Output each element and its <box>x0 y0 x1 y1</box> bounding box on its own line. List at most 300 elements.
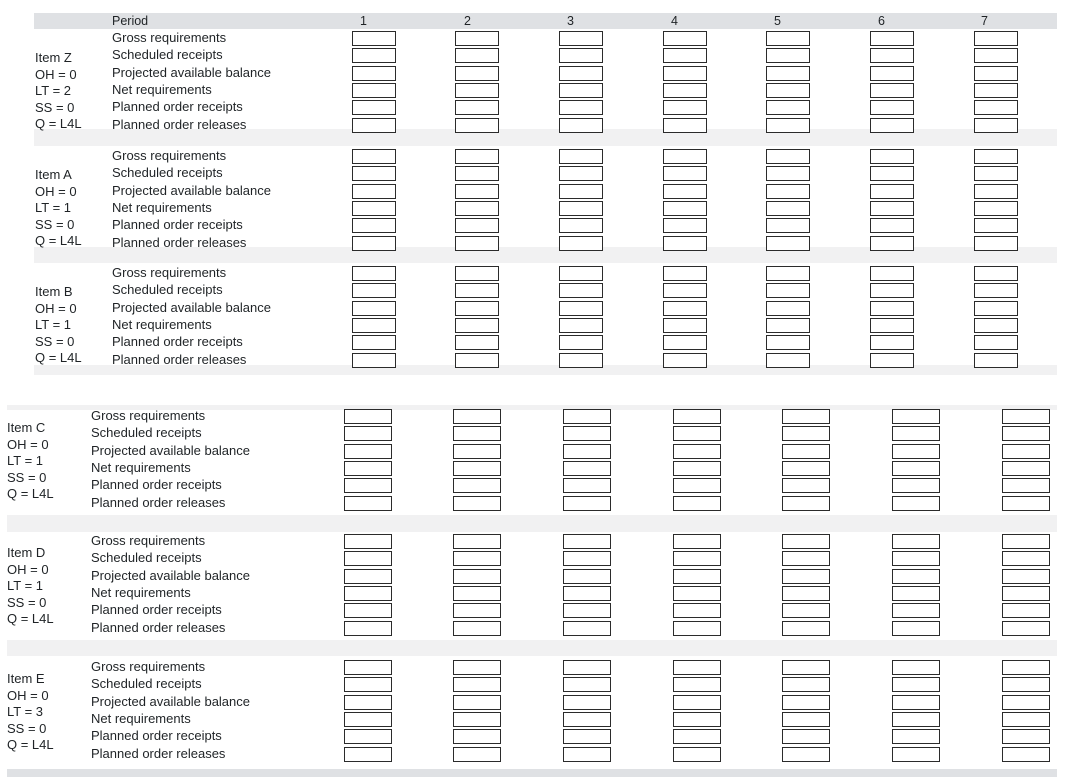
answer-input-cell[interactable] <box>455 149 499 164</box>
answer-input-cell[interactable] <box>892 426 940 441</box>
answer-input-cell[interactable] <box>782 551 830 566</box>
section-divider <box>7 769 1057 777</box>
answer-input-cell[interactable] <box>455 184 499 199</box>
answer-input-cell[interactable] <box>559 353 603 368</box>
answer-input-cell[interactable] <box>352 218 396 233</box>
answer-input-cell[interactable] <box>1002 729 1050 744</box>
answer-input-cell[interactable] <box>563 551 611 566</box>
answer-input-cell[interactable] <box>352 236 396 251</box>
item-param-lt: LT = 1 <box>35 317 72 332</box>
item-param-oh: OH = 0 <box>7 687 49 703</box>
answer-input-cell[interactable] <box>455 236 499 251</box>
answer-input-cell[interactable] <box>455 218 499 233</box>
answer-input-cell[interactable] <box>563 695 611 710</box>
answer-input-cell[interactable] <box>673 478 721 493</box>
answer-input-cell[interactable] <box>782 729 830 744</box>
answer-input-cell[interactable] <box>455 266 499 281</box>
answer-input-cell[interactable] <box>344 496 392 511</box>
answer-input-cell[interactable] <box>870 48 914 63</box>
answer-input-cell[interactable] <box>663 118 707 133</box>
answer-input-cell[interactable] <box>344 747 392 762</box>
answer-input-cell[interactable] <box>1002 586 1050 601</box>
answer-input-cell[interactable] <box>673 426 721 441</box>
item-name: Item E <box>7 671 45 686</box>
item-param-oh: OH = 0 <box>35 66 77 82</box>
item-param-lt: LT = 1 <box>7 578 44 593</box>
answer-input-cell[interactable] <box>1002 426 1050 441</box>
answer-input-cell[interactable] <box>766 66 810 81</box>
answer-input-cell[interactable] <box>559 149 603 164</box>
answer-input-cell[interactable] <box>559 218 603 233</box>
answer-input-cell[interactable] <box>563 712 611 727</box>
answer-input-cell[interactable] <box>563 534 611 549</box>
answer-input-cell[interactable] <box>782 747 830 762</box>
answer-input-cell[interactable] <box>1002 747 1050 762</box>
answer-input-cell[interactable] <box>663 149 707 164</box>
answer-input-cell[interactable] <box>344 729 392 744</box>
row-label: Planned order releases <box>112 234 247 250</box>
answer-input-cell[interactable] <box>453 712 501 727</box>
row-label: Scheduled receipts <box>91 676 202 692</box>
answer-input-cell[interactable] <box>974 266 1018 281</box>
answer-input-cell[interactable] <box>455 100 499 115</box>
answer-input-cell[interactable] <box>453 603 501 618</box>
answer-input-cell[interactable] <box>870 266 914 281</box>
answer-input-cell[interactable] <box>782 461 830 476</box>
answer-input-cell[interactable] <box>766 166 810 181</box>
answer-input-cell[interactable] <box>974 184 1018 199</box>
answer-input-cell[interactable] <box>455 283 499 298</box>
answer-input-cell[interactable] <box>663 218 707 233</box>
row-label: Gross requirements <box>112 30 227 45</box>
answer-input-cell[interactable] <box>766 100 810 115</box>
answer-input-cell[interactable] <box>974 335 1018 350</box>
answer-input-cell[interactable] <box>453 444 501 459</box>
answer-input-cell[interactable] <box>1002 461 1050 476</box>
answer-input-cell[interactable] <box>559 283 603 298</box>
answer-input-cell[interactable] <box>453 534 501 549</box>
answer-input-cell[interactable] <box>352 149 396 164</box>
answer-input-cell[interactable] <box>453 478 501 493</box>
answer-input-cell[interactable] <box>455 118 499 133</box>
answer-input-cell[interactable] <box>892 444 940 459</box>
answer-input-cell[interactable] <box>563 677 611 692</box>
answer-input-cell[interactable] <box>344 478 392 493</box>
answer-input-cell[interactable] <box>344 621 392 636</box>
row-label: Planned order receipts <box>112 334 243 350</box>
answer-input-cell[interactable] <box>352 118 396 133</box>
answer-input-cell[interactable] <box>453 461 501 476</box>
row-label: Scheduled receipts <box>112 165 223 181</box>
answer-input-cell[interactable] <box>673 551 721 566</box>
answer-input-cell[interactable] <box>892 729 940 744</box>
answer-input-cell[interactable] <box>344 695 392 710</box>
answer-input-cell[interactable] <box>673 603 721 618</box>
answer-input-cell[interactable] <box>455 166 499 181</box>
answer-input-cell[interactable] <box>673 747 721 762</box>
answer-input-cell[interactable] <box>344 534 392 549</box>
answer-input-cell[interactable] <box>974 166 1018 181</box>
answer-input-cell[interactable] <box>766 353 810 368</box>
answer-input-cell[interactable] <box>892 695 940 710</box>
answer-input-cell[interactable] <box>663 283 707 298</box>
answer-input-cell[interactable] <box>766 283 810 298</box>
answer-input-cell[interactable] <box>563 603 611 618</box>
answer-input-cell[interactable] <box>974 149 1018 164</box>
answer-input-cell[interactable] <box>766 184 810 199</box>
answer-input-cell[interactable] <box>673 712 721 727</box>
row-label: Gross requirements <box>91 659 206 674</box>
answer-input-cell[interactable] <box>673 695 721 710</box>
answer-input-cell[interactable] <box>453 426 501 441</box>
row-label: Planned order releases <box>91 619 226 635</box>
answer-input-cell[interactable] <box>892 461 940 476</box>
answer-input-cell[interactable] <box>870 318 914 333</box>
answer-input-cell[interactable] <box>766 83 810 98</box>
row-label: Gross requirements <box>91 408 206 423</box>
answer-input-cell[interactable] <box>453 621 501 636</box>
answer-input-cell[interactable] <box>453 409 501 424</box>
answer-input-cell[interactable] <box>559 236 603 251</box>
answer-input-cell[interactable] <box>344 660 392 675</box>
answer-input-cell[interactable] <box>663 48 707 63</box>
answer-input-cell[interactable] <box>563 660 611 675</box>
answer-input-cell[interactable] <box>766 31 810 46</box>
answer-input-cell[interactable] <box>663 335 707 350</box>
row-label: Net requirements <box>91 459 191 475</box>
answer-input-cell[interactable] <box>870 184 914 199</box>
answer-input-cell[interactable] <box>663 266 707 281</box>
answer-input-cell[interactable] <box>870 118 914 133</box>
answer-input-cell[interactable] <box>352 318 396 333</box>
row-label: Projected available balance <box>91 567 250 583</box>
answer-input-cell[interactable] <box>563 461 611 476</box>
answer-input-cell[interactable] <box>673 660 721 675</box>
answer-input-cell[interactable] <box>870 66 914 81</box>
answer-input-cell[interactable] <box>352 353 396 368</box>
answer-input-cell[interactable] <box>1002 496 1050 511</box>
answer-input-cell[interactable] <box>663 100 707 115</box>
row-label: Planned order receipts <box>112 99 243 115</box>
answer-input-cell[interactable] <box>782 677 830 692</box>
answer-input-cell[interactable] <box>782 621 830 636</box>
answer-input-cell[interactable] <box>782 409 830 424</box>
answer-input-cell[interactable] <box>663 201 707 216</box>
answer-input-cell[interactable] <box>352 335 396 350</box>
answer-input-cell[interactable] <box>344 551 392 566</box>
answer-input-cell[interactable] <box>1002 695 1050 710</box>
answer-input-cell[interactable] <box>453 677 501 692</box>
item-param-q: Q = L4L <box>35 350 82 365</box>
answer-input-cell[interactable] <box>352 48 396 63</box>
answer-input-cell[interactable] <box>1002 660 1050 675</box>
item-parameters <box>35 167 82 250</box>
answer-input-cell[interactable] <box>870 201 914 216</box>
answer-input-cell[interactable] <box>455 301 499 316</box>
answer-input-cell[interactable] <box>563 586 611 601</box>
period-3: 3 <box>567 14 574 28</box>
answer-input-cell[interactable] <box>559 100 603 115</box>
answer-input-cell[interactable] <box>453 551 501 566</box>
row-label: Planned order receipts <box>112 217 243 233</box>
answer-input-cell[interactable] <box>352 66 396 81</box>
answer-input-cell[interactable] <box>892 478 940 493</box>
answer-input-cell[interactable] <box>559 301 603 316</box>
answer-input-cell[interactable] <box>1002 603 1050 618</box>
answer-input-cell[interactable] <box>974 301 1018 316</box>
answer-input-cell[interactable] <box>974 236 1018 251</box>
answer-input-cell[interactable] <box>766 218 810 233</box>
answer-input-cell[interactable] <box>892 712 940 727</box>
answer-input-cell[interactable] <box>766 318 810 333</box>
row-label: Net requirements <box>91 584 191 600</box>
item-name: Item C <box>7 420 46 435</box>
answer-input-cell[interactable] <box>782 496 830 511</box>
row-label: Planned order releases <box>91 494 226 510</box>
answer-input-cell[interactable] <box>673 461 721 476</box>
answer-input-cell[interactable] <box>455 318 499 333</box>
row-label: Net requirements <box>91 710 191 726</box>
answer-input-cell[interactable] <box>563 444 611 459</box>
answer-input-cell[interactable] <box>782 586 830 601</box>
answer-input-cell[interactable] <box>782 660 830 675</box>
answer-input-cell[interactable] <box>453 660 501 675</box>
answer-input-cell[interactable] <box>559 201 603 216</box>
answer-input-cell[interactable] <box>563 426 611 441</box>
answer-input-cell[interactable] <box>453 747 501 762</box>
answer-input-cell[interactable] <box>559 118 603 133</box>
answer-input-cell[interactable] <box>344 444 392 459</box>
answer-input-cell[interactable] <box>782 695 830 710</box>
answer-input-cell[interactable] <box>453 729 501 744</box>
answer-input-cell[interactable] <box>453 569 501 584</box>
answer-input-cell[interactable] <box>563 496 611 511</box>
answer-input-cell[interactable] <box>344 461 392 476</box>
answer-input-cell[interactable] <box>892 621 940 636</box>
answer-input-cell[interactable] <box>673 729 721 744</box>
answer-input-cell[interactable] <box>559 66 603 81</box>
row-label: Projected available balance <box>91 442 250 458</box>
answer-input-cell[interactable] <box>663 184 707 199</box>
answer-input-cell[interactable] <box>352 166 396 181</box>
answer-input-cell[interactable] <box>892 496 940 511</box>
answer-input-cell[interactable] <box>563 409 611 424</box>
answer-input-cell[interactable] <box>352 83 396 98</box>
answer-input-cell[interactable] <box>782 569 830 584</box>
answer-input-cell[interactable] <box>1002 712 1050 727</box>
answer-input-cell[interactable] <box>352 201 396 216</box>
answer-input-cell[interactable] <box>974 118 1018 133</box>
answer-input-cell[interactable] <box>563 729 611 744</box>
answer-input-cell[interactable] <box>559 266 603 281</box>
answer-input-cell[interactable] <box>1002 409 1050 424</box>
answer-input-cell[interactable] <box>673 444 721 459</box>
answer-input-cell[interactable] <box>1002 621 1050 636</box>
answer-input-cell[interactable] <box>892 586 940 601</box>
answer-input-cell[interactable] <box>870 149 914 164</box>
row-label: Planned order releases <box>91 745 226 761</box>
answer-input-cell[interactable] <box>344 586 392 601</box>
answer-input-cell[interactable] <box>673 496 721 511</box>
answer-input-cell[interactable] <box>455 353 499 368</box>
answer-input-cell[interactable] <box>559 335 603 350</box>
answer-input-cell[interactable] <box>344 712 392 727</box>
answer-input-cell[interactable] <box>766 118 810 133</box>
answer-input-cell[interactable] <box>974 353 1018 368</box>
item-param-ss: SS = 0 <box>35 99 75 115</box>
row-label: Gross requirements <box>112 148 227 163</box>
answer-input-cell[interactable] <box>663 31 707 46</box>
answer-input-cell[interactable] <box>892 677 940 692</box>
answer-input-cell[interactable] <box>455 66 499 81</box>
answer-input-cell[interactable] <box>344 426 392 441</box>
answer-input-cell[interactable] <box>766 201 810 216</box>
answer-input-cell[interactable] <box>892 660 940 675</box>
answer-input-cell[interactable] <box>455 31 499 46</box>
answer-input-cell[interactable] <box>453 496 501 511</box>
item-parameters <box>7 671 54 754</box>
answer-input-cell[interactable] <box>663 353 707 368</box>
answer-input-cell[interactable] <box>974 318 1018 333</box>
answer-input-cell[interactable] <box>974 218 1018 233</box>
answer-input-cell[interactable] <box>344 603 392 618</box>
answer-input-cell[interactable] <box>870 301 914 316</box>
answer-input-cell[interactable] <box>455 201 499 216</box>
answer-input-cell[interactable] <box>892 603 940 618</box>
answer-input-cell[interactable] <box>1002 677 1050 692</box>
answer-input-cell[interactable] <box>974 100 1018 115</box>
answer-input-cell[interactable] <box>559 83 603 98</box>
row-label: Net requirements <box>112 199 212 215</box>
answer-input-cell[interactable] <box>559 48 603 63</box>
item-parameters <box>7 545 54 628</box>
row-label: Scheduled receipts <box>91 425 202 441</box>
item-param-lt: LT = 1 <box>35 200 72 215</box>
answer-input-cell[interactable] <box>455 83 499 98</box>
answer-input-cell[interactable] <box>344 677 392 692</box>
answer-input-cell[interactable] <box>563 569 611 584</box>
answer-input-cell[interactable] <box>870 100 914 115</box>
answer-input-cell[interactable] <box>782 534 830 549</box>
answer-input-cell[interactable] <box>453 695 501 710</box>
answer-input-cell[interactable] <box>782 444 830 459</box>
answer-input-cell[interactable] <box>663 236 707 251</box>
answer-input-cell[interactable] <box>559 31 603 46</box>
period-2: 2 <box>464 14 471 28</box>
answer-input-cell[interactable] <box>870 283 914 298</box>
answer-input-cell[interactable] <box>766 301 810 316</box>
answer-input-cell[interactable] <box>453 586 501 601</box>
item-param-lt: LT = 3 <box>7 704 44 719</box>
answer-input-cell[interactable] <box>673 621 721 636</box>
answer-input-cell[interactable] <box>782 712 830 727</box>
answer-input-cell[interactable] <box>892 551 940 566</box>
answer-input-cell[interactable] <box>663 66 707 81</box>
period-header-row <box>34 13 1057 29</box>
answer-input-cell[interactable] <box>974 283 1018 298</box>
answer-input-cell[interactable] <box>563 621 611 636</box>
answer-input-cell[interactable] <box>1002 444 1050 459</box>
item-param-oh: OH = 0 <box>35 183 77 199</box>
answer-input-cell[interactable] <box>663 301 707 316</box>
answer-input-cell[interactable] <box>352 266 396 281</box>
answer-input-cell[interactable] <box>563 747 611 762</box>
period-5: 5 <box>774 14 781 28</box>
answer-input-cell[interactable] <box>673 569 721 584</box>
row-label: Scheduled receipts <box>112 47 223 63</box>
answer-input-cell[interactable] <box>1002 478 1050 493</box>
answer-input-cell[interactable] <box>663 318 707 333</box>
answer-input-cell[interactable] <box>870 31 914 46</box>
answer-input-cell[interactable] <box>344 409 392 424</box>
answer-input-cell[interactable] <box>974 48 1018 63</box>
answer-input-cell[interactable] <box>892 569 940 584</box>
answer-input-cell[interactable] <box>352 31 396 46</box>
answer-input-cell[interactable] <box>870 218 914 233</box>
answer-input-cell[interactable] <box>870 353 914 368</box>
answer-input-cell[interactable] <box>766 335 810 350</box>
answer-input-cell[interactable] <box>974 83 1018 98</box>
item-param-ss: SS = 0 <box>7 720 47 736</box>
answer-input-cell[interactable] <box>559 318 603 333</box>
answer-input-cell[interactable] <box>559 184 603 199</box>
answer-input-cell[interactable] <box>455 48 499 63</box>
answer-input-cell[interactable] <box>974 201 1018 216</box>
answer-input-cell[interactable] <box>766 266 810 281</box>
answer-input-cell[interactable] <box>1002 534 1050 549</box>
answer-input-cell[interactable] <box>892 747 940 762</box>
answer-input-cell[interactable] <box>766 48 810 63</box>
answer-input-cell[interactable] <box>870 83 914 98</box>
answer-input-cell[interactable] <box>559 166 603 181</box>
answer-input-cell[interactable] <box>892 534 940 549</box>
answer-input-cell[interactable] <box>870 236 914 251</box>
answer-input-cell[interactable] <box>663 83 707 98</box>
answer-input-cell[interactable] <box>673 677 721 692</box>
answer-input-cell[interactable] <box>352 184 396 199</box>
answer-input-cell[interactable] <box>1002 551 1050 566</box>
item-name: Item D <box>7 545 46 560</box>
answer-input-cell[interactable] <box>974 31 1018 46</box>
item-param-oh: OH = 0 <box>7 561 49 577</box>
answer-input-cell[interactable] <box>352 100 396 115</box>
answer-input-cell[interactable] <box>352 301 396 316</box>
row-label: Gross requirements <box>112 265 227 280</box>
answer-input-cell[interactable] <box>1002 569 1050 584</box>
answer-input-cell[interactable] <box>782 426 830 441</box>
answer-input-cell[interactable] <box>782 603 830 618</box>
answer-input-cell[interactable] <box>766 149 810 164</box>
item-parameters <box>35 284 82 367</box>
answer-input-cell[interactable] <box>455 335 499 350</box>
answer-input-cell[interactable] <box>673 586 721 601</box>
answer-input-cell[interactable] <box>766 236 810 251</box>
answer-input-cell[interactable] <box>663 166 707 181</box>
answer-input-cell[interactable] <box>344 569 392 584</box>
answer-input-cell[interactable] <box>870 335 914 350</box>
answer-input-cell[interactable] <box>352 283 396 298</box>
row-label: Projected available balance <box>112 182 271 198</box>
answer-input-cell[interactable] <box>782 478 830 493</box>
answer-input-cell[interactable] <box>673 534 721 549</box>
answer-input-cell[interactable] <box>974 66 1018 81</box>
answer-input-cell[interactable] <box>892 409 940 424</box>
answer-input-cell[interactable] <box>563 478 611 493</box>
row-label: Scheduled receipts <box>91 550 202 566</box>
answer-input-cell[interactable] <box>673 409 721 424</box>
answer-input-cell[interactable] <box>870 166 914 181</box>
item-parameters <box>7 420 54 503</box>
